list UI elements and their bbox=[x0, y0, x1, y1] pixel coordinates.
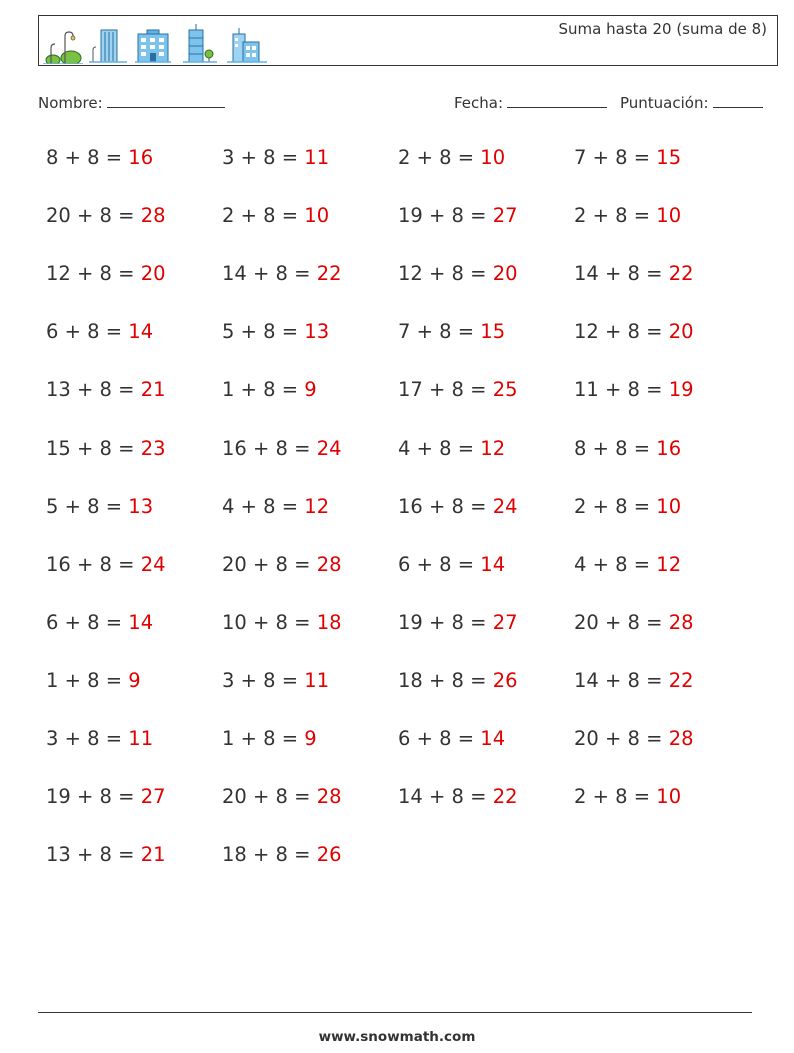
problem-item bbox=[574, 611, 694, 634]
problem-question: 20 + 8 = bbox=[222, 552, 317, 576]
problem-question: 3 + 8 = bbox=[46, 727, 129, 750]
problem-question: 14 + 8 = bbox=[222, 262, 317, 286]
problem-item bbox=[398, 553, 505, 576]
problem-question: 5 + 8 = bbox=[46, 494, 129, 518]
problem-item bbox=[46, 378, 166, 401]
problem-answer: 15 bbox=[656, 146, 682, 169]
problem-question: 8 + 8 = bbox=[574, 436, 657, 460]
problem-question: 3 + 8 = bbox=[222, 668, 305, 692]
problem-question: 19 + 8 = bbox=[398, 204, 493, 228]
problem-question: 4 + 8 = bbox=[222, 494, 305, 518]
problem-answer: 14 bbox=[128, 610, 154, 634]
problem-answer: 19 bbox=[668, 378, 694, 402]
problem-question: 16 + 8 = bbox=[398, 494, 493, 518]
problem-item bbox=[222, 262, 342, 285]
name-label: Nombre: bbox=[38, 94, 103, 112]
footer-divider bbox=[38, 1012, 752, 1013]
office-tower-icon bbox=[89, 28, 127, 64]
problem-item bbox=[222, 785, 342, 808]
problem-item bbox=[46, 204, 166, 227]
problem-answer: 10 bbox=[656, 785, 682, 809]
problem-answer: 10 bbox=[480, 146, 506, 169]
problem-item bbox=[222, 146, 329, 169]
problem-question: 2 + 8 = bbox=[398, 146, 481, 169]
problem-answer: 11 bbox=[304, 146, 330, 169]
problem-question: 6 + 8 = bbox=[46, 610, 129, 634]
problem-question: 12 + 8 = bbox=[574, 320, 669, 344]
problem-item bbox=[398, 378, 518, 401]
worksheet-header bbox=[38, 15, 778, 66]
problem-question: 8 + 8 = bbox=[46, 146, 129, 169]
problem-answer: 13 bbox=[304, 320, 330, 344]
problem-item bbox=[46, 669, 141, 692]
problem-question: 4 + 8 = bbox=[398, 436, 481, 460]
problem-answer: 16 bbox=[656, 436, 682, 460]
problem-item bbox=[398, 262, 518, 285]
name-line bbox=[107, 93, 225, 108]
problem-item bbox=[222, 495, 329, 518]
problem-question: 14 + 8 = bbox=[398, 785, 493, 809]
problem-question: 20 + 8 = bbox=[222, 785, 317, 809]
problem-item bbox=[574, 262, 694, 285]
problem-answer: 10 bbox=[656, 494, 682, 518]
problem-question: 7 + 8 = bbox=[398, 320, 481, 344]
problem-item bbox=[222, 204, 329, 227]
problem-question: 12 + 8 = bbox=[46, 262, 141, 286]
problem-question: 6 + 8 = bbox=[46, 320, 129, 344]
problem-item bbox=[46, 727, 153, 750]
problem-question: 6 + 8 = bbox=[398, 552, 481, 576]
problem-question: 20 + 8 = bbox=[46, 204, 141, 228]
problem-item bbox=[574, 669, 694, 692]
problem-question: 16 + 8 = bbox=[222, 436, 317, 460]
problem-question: 20 + 8 = bbox=[574, 610, 669, 634]
problem-item bbox=[574, 378, 694, 401]
problem-item bbox=[398, 146, 505, 169]
problem-question: 2 + 8 = bbox=[574, 204, 657, 228]
problem-question: 10 + 8 = bbox=[222, 610, 317, 634]
problem-answer: 20 bbox=[140, 262, 166, 286]
problem-item bbox=[574, 785, 681, 808]
problem-item bbox=[222, 843, 342, 866]
problem-question: 14 + 8 = bbox=[574, 668, 669, 692]
problem-item bbox=[222, 611, 342, 634]
problem-answer: 24 bbox=[316, 436, 342, 460]
apartment-building-icon bbox=[135, 28, 171, 64]
problem-answer: 16 bbox=[128, 146, 154, 169]
date-line bbox=[507, 93, 607, 108]
problem-item bbox=[574, 146, 681, 169]
problem-answer: 11 bbox=[304, 668, 330, 692]
footer-url: www.snowmath.com bbox=[318, 1029, 476, 1045]
problem-question: 3 + 8 = bbox=[222, 146, 305, 169]
worksheet-title: Suma hasta 20 (suma de 8) bbox=[558, 20, 767, 38]
problem-question: 2 + 8 = bbox=[574, 785, 657, 809]
problem-item bbox=[46, 553, 166, 576]
city-buildings-icon bbox=[227, 28, 267, 64]
problem-item bbox=[398, 320, 505, 343]
problem-question: 18 + 8 = bbox=[222, 843, 317, 867]
problem-question: 7 + 8 = bbox=[574, 146, 657, 169]
problem-question: 1 + 8 = bbox=[46, 668, 129, 692]
problem-item bbox=[574, 727, 694, 750]
problem-answer: 28 bbox=[316, 552, 342, 576]
problem-answer: 12 bbox=[656, 552, 682, 576]
header-icons bbox=[43, 20, 273, 64]
problem-item bbox=[574, 437, 681, 460]
problem-answer: 28 bbox=[668, 727, 694, 750]
problem-answer: 12 bbox=[480, 436, 506, 460]
problem-answer: 27 bbox=[140, 785, 166, 809]
problem-item bbox=[46, 320, 153, 343]
problem-item bbox=[222, 553, 342, 576]
problem-question: 19 + 8 = bbox=[398, 610, 493, 634]
problem-answer: 23 bbox=[140, 436, 166, 460]
problem-answer: 28 bbox=[668, 610, 694, 634]
problem-question: 13 + 8 = bbox=[46, 378, 141, 402]
problem-item bbox=[398, 437, 505, 460]
problem-item bbox=[398, 204, 518, 227]
problem-answer: 28 bbox=[140, 204, 166, 228]
problem-item bbox=[398, 495, 518, 518]
problem-question: 16 + 8 = bbox=[46, 552, 141, 576]
park-lamp-icon bbox=[43, 30, 83, 64]
problem-question: 15 + 8 = bbox=[46, 436, 141, 460]
problem-item bbox=[222, 669, 329, 692]
problem-answer: 22 bbox=[316, 262, 342, 286]
problem-item bbox=[574, 553, 681, 576]
problem-answer: 26 bbox=[492, 668, 518, 692]
problem-answer: 18 bbox=[316, 610, 342, 634]
problem-answer: 22 bbox=[668, 262, 694, 286]
score-field[interactable] bbox=[620, 93, 763, 112]
problem-answer: 14 bbox=[480, 552, 506, 576]
problem-item bbox=[46, 495, 153, 518]
problem-answer: 26 bbox=[316, 843, 342, 867]
problem-item bbox=[222, 437, 342, 460]
name-field[interactable] bbox=[38, 93, 225, 112]
problem-answer: 9 bbox=[304, 727, 317, 750]
problem-question: 14 + 8 = bbox=[574, 262, 669, 286]
problem-item bbox=[574, 320, 694, 343]
problem-answer: 27 bbox=[492, 610, 518, 634]
problem-question: 4 + 8 = bbox=[574, 552, 657, 576]
problem-answer: 9 bbox=[128, 668, 141, 692]
problem-question: 6 + 8 = bbox=[398, 727, 481, 750]
problem-answer: 12 bbox=[304, 494, 330, 518]
problem-answer: 24 bbox=[492, 494, 518, 518]
problem-item bbox=[398, 727, 505, 750]
problem-question: 1 + 8 = bbox=[222, 727, 305, 750]
problem-question: 2 + 8 = bbox=[222, 204, 305, 228]
problem-answer: 27 bbox=[492, 204, 518, 228]
problem-answer: 9 bbox=[304, 378, 317, 402]
problem-item bbox=[398, 669, 518, 692]
problem-item bbox=[46, 146, 153, 169]
tower-tree-icon bbox=[183, 24, 217, 64]
problem-answer: 22 bbox=[668, 668, 694, 692]
problem-question: 11 + 8 = bbox=[574, 378, 669, 402]
problem-answer: 10 bbox=[304, 204, 330, 228]
score-label: Puntuación: bbox=[620, 94, 709, 112]
problem-question: 18 + 8 = bbox=[398, 668, 493, 692]
problem-item bbox=[46, 785, 166, 808]
problem-answer: 20 bbox=[492, 262, 518, 286]
problem-answer: 15 bbox=[480, 320, 506, 344]
problem-answer: 14 bbox=[480, 727, 506, 750]
problem-question: 13 + 8 = bbox=[46, 843, 141, 867]
date-field[interactable] bbox=[454, 93, 607, 112]
problem-question: 17 + 8 = bbox=[398, 378, 493, 402]
problem-answer: 13 bbox=[128, 494, 154, 518]
problem-answer: 25 bbox=[492, 378, 518, 402]
problem-answer: 21 bbox=[140, 378, 166, 402]
problem-question: 19 + 8 = bbox=[46, 785, 141, 809]
problem-item bbox=[398, 785, 518, 808]
problem-answer: 10 bbox=[656, 204, 682, 228]
problem-item bbox=[46, 843, 166, 866]
problem-question: 5 + 8 = bbox=[222, 320, 305, 344]
problem-answer: 20 bbox=[668, 320, 694, 344]
problem-item bbox=[46, 611, 153, 634]
date-label: Fecha: bbox=[454, 94, 504, 112]
problem-item bbox=[222, 727, 317, 750]
score-line bbox=[713, 93, 763, 108]
problem-item bbox=[222, 378, 317, 401]
problem-item bbox=[574, 204, 681, 227]
problem-answer: 22 bbox=[492, 785, 518, 809]
problem-question: 2 + 8 = bbox=[574, 494, 657, 518]
problem-item bbox=[398, 611, 518, 634]
problem-item bbox=[222, 320, 329, 343]
problem-answer: 14 bbox=[128, 320, 154, 344]
problem-answer: 21 bbox=[140, 843, 166, 867]
problem-answer: 28 bbox=[316, 785, 342, 809]
problem-item bbox=[46, 262, 166, 285]
problem-question: 12 + 8 = bbox=[398, 262, 493, 286]
problem-question: 20 + 8 = bbox=[574, 727, 669, 750]
problem-item bbox=[574, 495, 681, 518]
problem-item bbox=[46, 437, 166, 460]
problem-answer: 11 bbox=[128, 727, 154, 750]
problem-question: 1 + 8 = bbox=[222, 378, 305, 402]
problem-answer: 24 bbox=[140, 552, 166, 576]
